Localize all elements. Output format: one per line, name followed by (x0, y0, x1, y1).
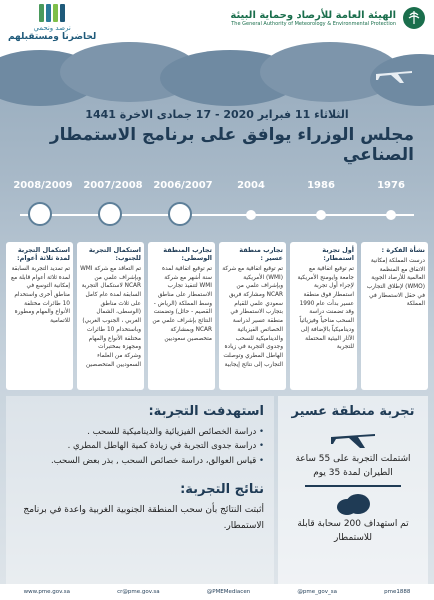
card-body: تم توقيع اتفاقية لمدة سنة أشهر مع شركة WMI لتنفيذ تجارب الاستمطار على مناطق وسط المملكة (الرياض - القصيم - حائل) وتضمنت النتائج بإشراف علمي من NCAR وبمشاركة متخصصين سعوديين (152, 266, 212, 342)
org-name-ar: الهيئة العامة للأرصاد وحماية البيئة (230, 9, 396, 21)
timeline-year: 2007/2008 (83, 180, 143, 191)
footer-media-link[interactable]: @PMEMediacen (206, 589, 251, 595)
footer-phone[interactable]: pme1888 (384, 589, 411, 595)
cloud-icon (333, 492, 373, 516)
goal-item: • قياس العوالق، دراسة خصائص السحب , بذر بعض السحب. (16, 454, 264, 468)
timeline-year: 2004 (237, 180, 265, 191)
card-body: تم التعاقد مع شركة WMI وبإشراف علمي من NCAR لاستكمال التجربة السابقة لمدة عام كامل على ثلاث مناطق (الوسطى، الشمال الغربي ، الجنوب الغربي) وباستخدام 10 طائرات مختلفة الأنواع والمهام ومجهزة بمختبرات وشركة من العلماء السعوديين المتخصصين (80, 266, 141, 368)
page-title: مجلس الوزراء يوافق على برنامج الاستمطار الصناعي (49, 125, 414, 165)
date-line: الثلاثاء 11 فبراير 2020 - 17 جمادى الاخرة 1441 (85, 108, 349, 121)
goal-item: • دراسة جدوى التجربة في زيادة كمية الهاطل المطري . (16, 439, 264, 453)
timeline-line (20, 214, 414, 216)
card-body: تم توقيع اتفاقية مع جامعة وايومنج الأمريكية لإجراء أول تجربة استمطار فوق منطقة عسير بدأت عام 1990 وقد تضمنت دراسة السحب مناخياً وفيزيائياً وديناميكياً بالإضافة إلى الآثار البيئية المحتملة للتجربة (297, 266, 354, 351)
timeline-year: 2008/2009 (13, 180, 73, 191)
timeline-card (6, 242, 73, 390)
slogan-line1: نرصد ونحمي (33, 24, 71, 32)
timeline-card (361, 242, 428, 390)
footer-site-link[interactable]: www.pme.gov.sa (23, 589, 70, 595)
map-region-icon (168, 202, 192, 226)
card-body: درست المملكة إمكانية الاتفاق مع المنظمة العالمية للأرصاد الجوية (WMO) لإطلاق التجارب في حقل الاستمطار في المملكة (366, 258, 425, 308)
calendar-3-icon (28, 202, 52, 226)
asir-heading: تجربة منطقة عسير (291, 404, 415, 419)
timeline-dot (316, 210, 326, 220)
card-body: تم توقيع اتفاقية مع شركة (WMI) الأمريكية وبإشراف علمي من NCAR ومشاركة فريق سعودي علمي للقيام بتجارب الاستمطار في منطقة عسير لدراسة الخصائص الفيزيائية والديناميكية للسحب وجدوى التجربة في زيادة الهاطل المطري وتوصلت التجارب إلى نتائج إيجابية (222, 266, 283, 368)
slogan-bars-icon (8, 4, 96, 22)
cloud-banner (0, 38, 434, 118)
calendar-365-icon (98, 202, 122, 226)
results-heading: نتائج التجربة: (180, 482, 264, 498)
card-heading: نشأة الفكرة : (381, 246, 425, 254)
card-heading: تجارب منطقة عسير : (239, 246, 283, 262)
footer-email-link[interactable]: cr@pme.gov.sa (117, 589, 160, 595)
timeline-dot (246, 210, 256, 220)
footer-twitter-link[interactable]: @pme_gov_sa (297, 589, 337, 595)
timeline-year: 1986 (307, 180, 335, 191)
asir-stat-clouds: تم استهداف 200 سحابة قابلة للاستمطار (297, 519, 409, 543)
footer (0, 584, 434, 600)
timeline-cards (6, 242, 428, 390)
timeline-year: 1976 (377, 180, 405, 191)
bottom-section (0, 396, 434, 584)
timeline-card (219, 242, 286, 390)
results-text: أثبتت النتائج بأن سحب المنطقة الجنوبية الغربية واعدة في برنامج الاستمطار. (23, 505, 264, 531)
goals-panel (6, 396, 274, 584)
timeline-card (290, 242, 357, 390)
divider (305, 485, 402, 487)
airplane-icon (328, 423, 378, 449)
asir-panel (278, 396, 428, 584)
timeline-card (77, 242, 144, 390)
authority-logo (230, 6, 426, 30)
asir-stat-flight: اشتملت التجربة على 55 ساعة الطيران لمدة 35 يوم (295, 454, 411, 478)
card-heading: أول تجربة استمطار: (322, 246, 354, 262)
card-heading: استكمال التجربة للجنوب: (88, 246, 141, 262)
card-body: تم تمديد التجربة السابقة لمدة ثلاثة أعوام قابلة مع إمكانية التوسع في مناطق أخرى واستخدام 10 طائرات مختلفة الأنواع والمهام ومطورة للاتمامية (11, 266, 70, 325)
org-name-en: The General Authority of Meteorology & Environmental Protection (231, 20, 396, 27)
slogan-logo (8, 4, 96, 42)
palm-seal-icon (402, 6, 426, 30)
timeline (10, 180, 424, 240)
airplane-icon (374, 62, 414, 84)
timeline-card (148, 242, 215, 390)
timeline-dot (386, 210, 396, 220)
goal-item: • دراسة الخصائص الفيزيائية والديناميكية للسحب . (16, 425, 264, 439)
timeline-year: 2006/2007 (153, 180, 213, 191)
slogan-line2: لحاضرنا ومستقبلهم (8, 32, 97, 42)
card-heading: تجارب المنطقة الوسطى: (163, 246, 212, 262)
goals-heading: استهدفت التجربة: (148, 404, 264, 419)
card-heading: استكمال التجربة لمدة ثلاثة أعوام: (16, 246, 70, 262)
